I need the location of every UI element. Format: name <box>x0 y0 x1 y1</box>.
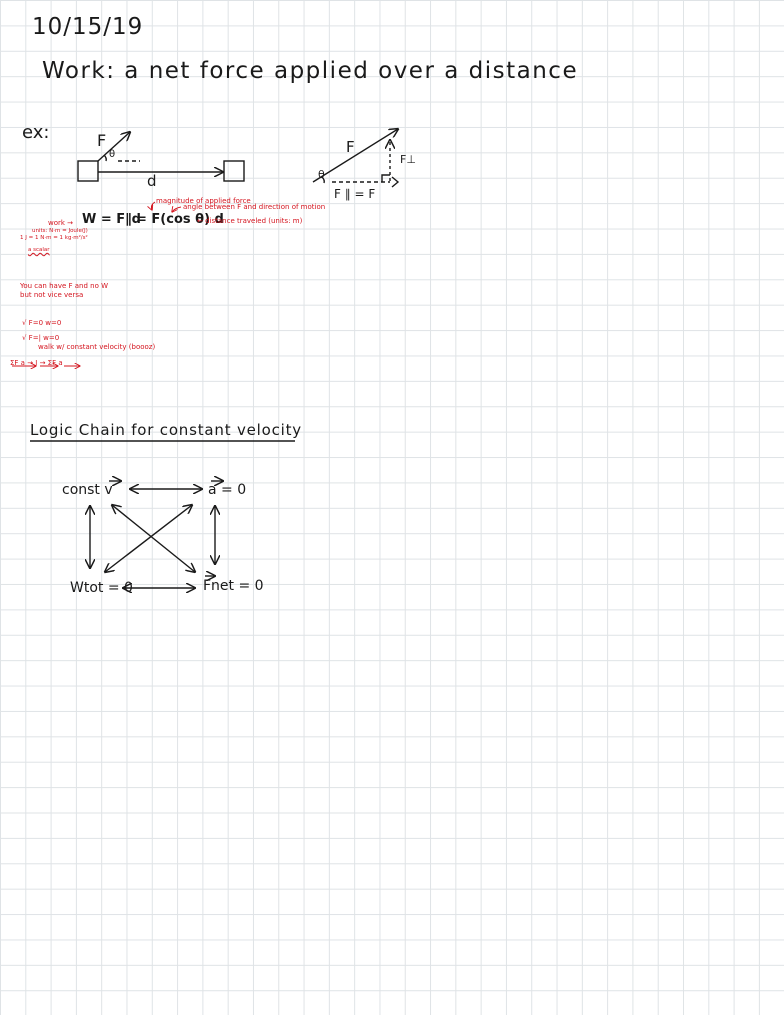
joule-definition: 1 J = 1 N·m = 1 kg·m²/s² <box>20 235 88 241</box>
node-const-velocity: const v <box>62 482 113 498</box>
example-label: ex: <box>22 122 50 143</box>
work-equation-left: W = F∥d <box>82 212 141 227</box>
diagram1-force-label: F <box>97 131 107 150</box>
diagram2-angle-label: θ <box>318 168 325 181</box>
note-angle: angle between F and direction of motion <box>183 203 326 211</box>
note-check2: √ F=| w=0 <box>22 334 60 342</box>
logic-chain-arrows <box>30 441 295 588</box>
page-title: Work: a net force applied over a distance <box>42 58 579 84</box>
diagram1-angle-label: θ <box>109 149 116 160</box>
diagram2-force-label: F <box>346 138 355 156</box>
note-magnitude: magnitude of applied force <box>156 197 251 205</box>
scalar-note: a scalar <box>28 247 50 253</box>
note-line1: You can have F and no W <box>20 282 109 290</box>
node-acceleration-zero: a = 0 <box>208 482 247 498</box>
note-walk: walk w/ constant velocity (boooz) <box>38 343 156 351</box>
diagram2-perp-label: F⊥ <box>400 153 416 166</box>
date: 10/15/19 <box>32 14 144 40</box>
red-annotation-arrows <box>12 202 181 366</box>
diagram1-box-block <box>78 132 244 181</box>
node-fnet-zero: Fnet = 0 <box>203 578 264 594</box>
note-check1: √ F=0 w=0 <box>22 319 62 327</box>
note-line2: but not vice versa <box>20 291 84 299</box>
note-distance: ← distance traveled (units: m) <box>197 217 303 225</box>
logic-chain-title: Logic Chain for constant velocity <box>30 421 302 439</box>
diagram1-distance-label: d <box>147 172 157 190</box>
work-equation-right: = F(cos θ) d <box>136 212 224 227</box>
diagram2-parallel-label: F ∥ = F <box>334 187 376 201</box>
diagram2-triangle <box>313 129 398 187</box>
work-label: work → <box>48 219 74 227</box>
note-chain: ΣF a → J → ΣF a <box>10 359 63 367</box>
units-note: units: N·m = Joule(J) <box>32 228 88 234</box>
node-work-total-zero: Wtot = 0 <box>70 580 133 596</box>
